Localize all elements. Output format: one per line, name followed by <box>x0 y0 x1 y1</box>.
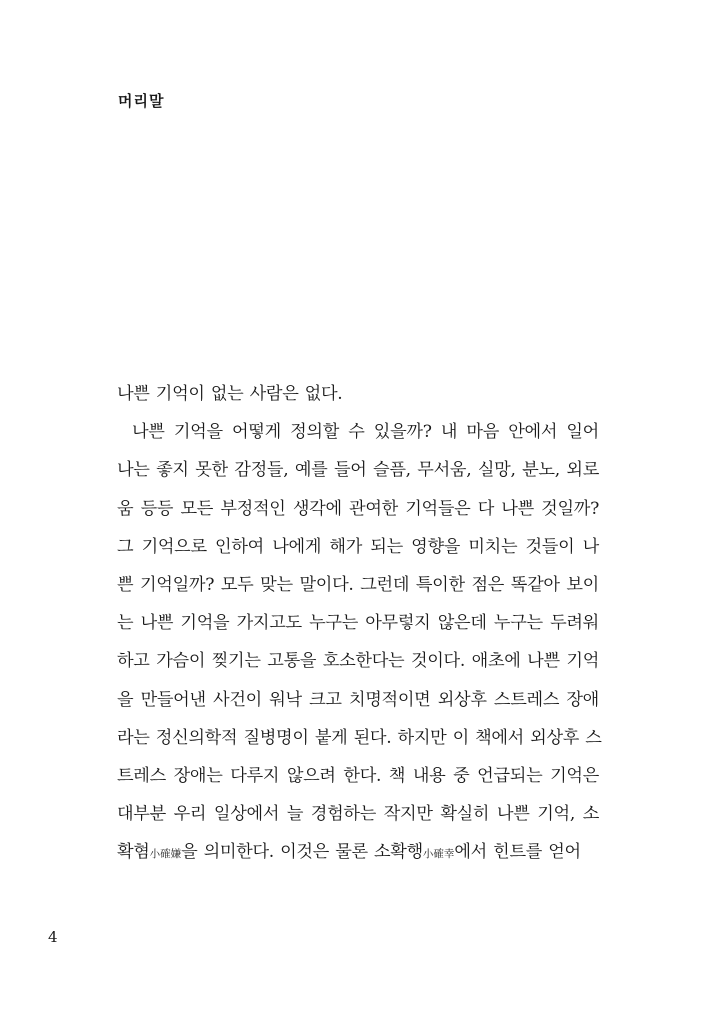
hanja-annotation: 小確幸 <box>422 848 455 861</box>
text-line: 움 등등 모든 부정적인 생각에 관여한 기억들은 다 나쁜 것일까? <box>117 498 599 519</box>
page-number: 4 <box>48 928 58 946</box>
text-line: 대부분 우리 일상에서 늘 경험하는 작지만 확실히 나쁜 기억, 소 <box>117 804 599 825</box>
page-heading: 머리말 <box>118 92 165 110</box>
text-line: 트레스 장애는 다루지 않으려 한다. 책 내용 중 언급되는 기억은 <box>117 765 599 786</box>
intro-line: 나쁜 기억이 없는 사람은 없다. <box>117 384 343 404</box>
text-segment: 에서 힌트를 얻어 <box>454 842 581 863</box>
body-text <box>117 381 602 877</box>
text-line: 그 기억으로 인하여 나에게 해가 되는 영향을 미치는 것들이 나 <box>117 536 599 557</box>
text-line-last <box>117 839 599 877</box>
text-segment: 확혐 <box>117 842 150 863</box>
text-line: 쁜 기억일까? 모두 맞는 말이다. 그런데 특이한 점은 똑같아 보이 <box>117 574 599 595</box>
text-line: 나쁜 기억을 어떻게 정의할 수 있을까? 내 마음 안에서 일어 <box>132 422 599 443</box>
text-line: 라는 정신의학적 질병명이 붙게 된다. 하지만 이 책에서 외상후 스 <box>117 727 602 748</box>
text-line: 하고 가슴이 찢기는 고통을 호소한다는 것이다. 애초에 나쁜 기억 <box>117 651 599 672</box>
text-line: 을 만들어낸 사건이 워낙 크고 치명적이면 외상후 스트레스 장애 <box>117 689 599 710</box>
text-line: 는 나쁜 기억을 가지고도 누구는 아무렇지 않은데 누구는 두려워 <box>117 613 599 634</box>
text-segment: 을 의미한다. 이것은 물론 소확행 <box>181 842 423 863</box>
hanja-annotation: 小確嫌 <box>149 848 182 861</box>
text-line: 나는 좋지 못한 감정들, 예를 들어 슬픔, 무서움, 실망, 분노, 외로 <box>117 460 599 481</box>
